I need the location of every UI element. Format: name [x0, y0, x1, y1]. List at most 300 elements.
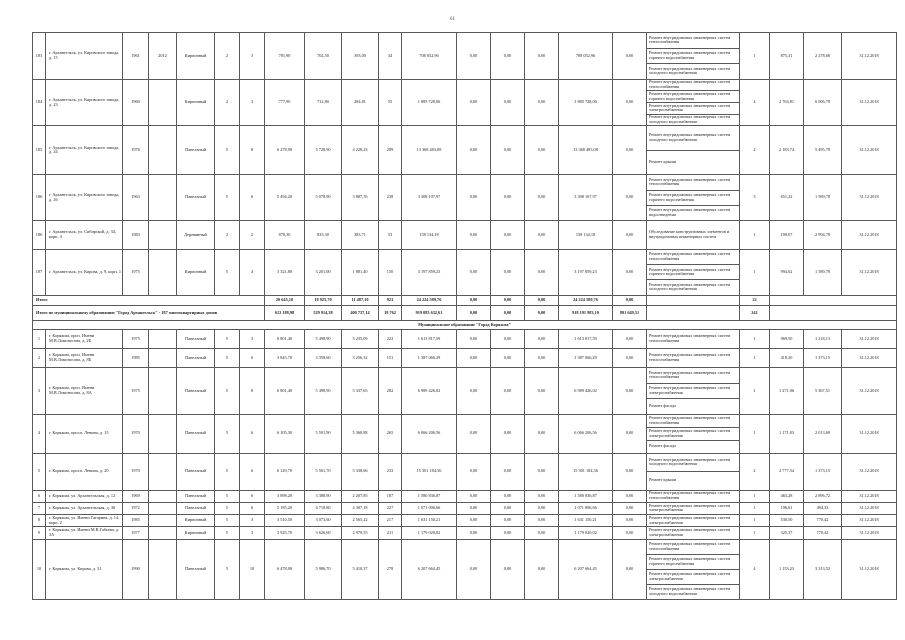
- total-area: 5 185,20: [265, 502, 305, 514]
- wall-material: Панельный: [177, 502, 215, 514]
- unit-cost: 190,07: [770, 220, 804, 249]
- entrances-count: 3: [240, 79, 265, 126]
- work-type: Ремонт внутридомовых инженерных систем холодного водоснабжения: [647, 126, 740, 151]
- owner-funds: 1 613 817,59: [559, 330, 613, 349]
- table-row: [33, 330, 897, 349]
- living-area: 5 498,90: [305, 368, 342, 415]
- totals-value: 18 925,70: [305, 295, 342, 305]
- total-cost: 1 071 006,66: [402, 502, 457, 514]
- work-type: Ремонт внутридомовых инженерных систем теплоснабжения: [647, 490, 740, 502]
- residents-count: 289: [379, 126, 402, 175]
- max-unit-cost: 5 495,78: [804, 126, 842, 175]
- renovation-year: [149, 368, 177, 415]
- completion-date: 31.12.2018: [842, 349, 897, 368]
- completion-date: 31.12.2018: [842, 502, 897, 514]
- living-area: 835,30: [305, 220, 342, 249]
- owner-funds: 1 071 006,66: [559, 502, 613, 514]
- total-area: 6 129,70: [265, 453, 305, 490]
- living-area: 702,50: [305, 33, 342, 80]
- row-number: 186: [33, 175, 46, 221]
- other-funds: 0,00: [613, 490, 647, 502]
- built-year: 1969: [123, 490, 149, 502]
- living-area: 5 986,70: [305, 539, 342, 599]
- work-count: 1: [740, 349, 770, 368]
- work-type: Ремонт внутридомовых инженерных систем теплоснабжения: [647, 349, 740, 368]
- residential-area: 5 410,37: [342, 539, 379, 599]
- work-type: Ремонт внутридомовых инженерных систем теплоснабжения: [647, 249, 740, 264]
- regional-funds: 0,00: [491, 453, 525, 490]
- local-funds: 0,00: [525, 527, 559, 539]
- federal-funds: 0,00: [457, 220, 491, 249]
- house-address: г. Архангельск, ул. Кировского завода, д. 24: [46, 126, 123, 175]
- work-type: Ремонт внутридомовых инженерных систем горячего водоснабжения: [647, 265, 740, 280]
- row-number: 7: [33, 502, 46, 514]
- total-cost: 1 580 836,87: [402, 490, 457, 502]
- unit-cost: 875,31: [770, 33, 804, 80]
- local-funds: 0,00: [525, 220, 559, 249]
- unit-cost: 2 777,54: [770, 453, 804, 490]
- entrances-count: 3: [240, 527, 265, 539]
- house-address: г. Коряжма, просп. Ленина, д. 20: [46, 453, 123, 490]
- entrances-count: 3: [240, 33, 265, 80]
- work-count: 1: [740, 502, 770, 514]
- unit-cost: 1 171,03: [770, 414, 804, 453]
- totals-row: [33, 305, 897, 321]
- residents-count: 55: [379, 79, 402, 126]
- renovation-year: [149, 330, 177, 349]
- federal-funds: 0,00: [457, 527, 491, 539]
- total-cost: 708 052,96: [402, 33, 457, 80]
- renovation-year: [149, 414, 177, 453]
- built-year: 1985: [123, 349, 149, 368]
- total-cost: 1 885 728,06: [402, 79, 457, 126]
- floors-count: 5: [215, 126, 240, 175]
- house-address: г. Коряжма, ул. Имени М.В.Габьева, д. 3А: [46, 527, 123, 539]
- owner-funds: 6 989 426,02: [559, 368, 613, 415]
- residential-area: 5 338,66: [342, 453, 379, 490]
- total-area: 3 510,50: [265, 515, 305, 527]
- total-cost: 6 989 426,02: [402, 368, 457, 415]
- totals-value: 24 224 589,76: [402, 295, 457, 305]
- floors-count: 5: [215, 175, 240, 221]
- unit-cost: 530,50: [770, 515, 804, 527]
- completion-date: 31.12.2018: [842, 79, 897, 126]
- max-unit-cost: 770,42: [804, 527, 842, 539]
- house-address: г. Коряжма, ул. Кирова, д. 31: [46, 539, 123, 599]
- renovation-year: [149, 453, 177, 490]
- residents-count: 211: [379, 527, 402, 539]
- table-row: [33, 126, 897, 151]
- unit-cost: 969,50: [770, 330, 804, 349]
- work-type: Ремонт фасада: [647, 440, 740, 453]
- regional-funds: 0,00: [491, 249, 525, 295]
- floors-count: 5: [215, 515, 240, 527]
- work-type: Ремонт внутридомовых инженерных систем теплоснабжения: [647, 368, 740, 384]
- unit-cost: 325,37: [770, 527, 804, 539]
- floors-count: 5: [215, 502, 240, 514]
- row-number: 185: [33, 126, 46, 175]
- work-type: Ремонт внутридомовых инженерных систем теплоснабжения: [647, 33, 740, 49]
- house-address: г. Архангельск, ул. Сибирской, д. 34, корп. 4: [46, 220, 123, 249]
- renovation-year: [149, 515, 177, 527]
- work-type: Ремонт крыши: [647, 472, 740, 490]
- floors-count: 2: [215, 220, 240, 249]
- max-unit-cost: 3 313,52: [804, 539, 842, 599]
- wall-material: Панельный: [177, 453, 215, 490]
- wall-material: Панельный: [177, 490, 215, 502]
- local-funds: 0,00: [525, 33, 559, 80]
- work-type: Ремонт внутридомовых инженерных систем электроснабжения: [647, 515, 740, 527]
- residents-count: 34: [379, 33, 402, 80]
- other-funds: 0,00: [613, 330, 647, 349]
- wall-material: Кирпичный: [177, 249, 215, 295]
- work-count: 1: [740, 490, 770, 502]
- residential-area: 1 881,40: [342, 249, 379, 295]
- max-unit-cost: 5 367,51: [804, 368, 842, 415]
- other-funds: 0,00: [613, 414, 647, 453]
- total-cost: 15 301 184,36: [402, 453, 457, 490]
- totals-value: 0,00: [457, 305, 491, 321]
- completion-date: 31.12.2018: [842, 539, 897, 599]
- built-year: 1960: [123, 79, 149, 126]
- totals-value: 923: [379, 295, 402, 305]
- totals-row: [33, 295, 897, 305]
- work-type: Ремонт внутридомовых инженерных систем электроснабжения: [647, 569, 740, 584]
- work-type: Ремонт внутридомовых инженерных систем теплоснабжения: [647, 330, 740, 349]
- local-funds: 0,00: [525, 368, 559, 415]
- totals-value: 24 224 589,76: [559, 295, 613, 305]
- owner-funds: 1 631 150,21: [559, 515, 613, 527]
- work-type: Ремонт внутридомовых инженерных систем горячего водоснабжения: [647, 190, 740, 205]
- local-funds: 0,00: [525, 539, 559, 599]
- built-year: 1975: [123, 368, 149, 415]
- residential-area: 2 979,55: [342, 527, 379, 539]
- local-funds: 0,00: [525, 175, 559, 221]
- entrances-count: 3: [240, 515, 265, 527]
- work-count: 4: [740, 539, 770, 599]
- completion-date: 31.12.2018: [842, 220, 897, 249]
- max-unit-cost: 1 373,15: [804, 453, 842, 490]
- work-type: Ремонт внутридомовых инженерных систем холодного водоснабжения: [647, 114, 740, 126]
- work-count: 1: [740, 330, 770, 349]
- other-funds: 0,00: [613, 502, 647, 514]
- wall-material: Кирпичный: [177, 33, 215, 80]
- house-address: г. Коряжма, ул. Архангельская, д. 36: [46, 502, 123, 514]
- living-area: 5 078,90: [305, 175, 342, 221]
- regional-funds: 0,00: [491, 220, 525, 249]
- entrances-count: 6: [240, 453, 265, 490]
- local-funds: 0,00: [525, 515, 559, 527]
- wall-material: Панельный: [177, 414, 215, 453]
- local-funds: 0,00: [525, 490, 559, 502]
- entrances-count: 8: [240, 126, 265, 175]
- federal-funds: 0,00: [457, 453, 491, 490]
- built-year: 1970: [123, 453, 149, 490]
- regional-funds: 0,00: [491, 33, 525, 80]
- max-unit-cost: 494,33: [804, 502, 842, 514]
- work-type: Ремонт фасада: [647, 399, 740, 415]
- renovation-year: [149, 502, 177, 514]
- built-year: 1977: [123, 527, 149, 539]
- owner-funds: 1 387 066,29: [559, 349, 613, 368]
- renovation-year: [149, 249, 177, 295]
- totals-empty: [770, 295, 897, 305]
- residents-count: 278: [379, 539, 402, 599]
- wall-material: Панельный: [177, 126, 215, 175]
- regional-funds: 0,00: [491, 349, 525, 368]
- work-count: 2: [740, 126, 770, 175]
- total-area: 6 801,40: [265, 368, 305, 415]
- floors-count: 2: [215, 33, 240, 80]
- row-number: 183: [33, 33, 46, 80]
- renovation-year: [149, 490, 177, 502]
- renovation-year: [149, 126, 177, 175]
- row-number: 186: [33, 220, 46, 249]
- residents-count: 151: [379, 349, 402, 368]
- built-year: 1975: [123, 330, 149, 349]
- work-type: Ремонт крыши: [647, 150, 740, 175]
- owner-funds: 6 066 206,56: [559, 414, 613, 453]
- wall-material: Деревянный: [177, 220, 215, 249]
- federal-funds: 0,00: [457, 79, 491, 126]
- work-type: Ремонт внутридомовых инженерных систем электроснабжения: [647, 103, 740, 115]
- table-row: [33, 79, 897, 91]
- table-row: [33, 349, 897, 368]
- total-cost: 13 368 483,08: [402, 126, 457, 175]
- table-row: [33, 490, 897, 502]
- living-area: 3 073,60: [305, 515, 342, 527]
- local-funds: 0,00: [525, 502, 559, 514]
- federal-funds: 0,00: [457, 175, 491, 221]
- built-year: 1975: [123, 249, 149, 295]
- local-funds: 0,00: [525, 126, 559, 175]
- work-count: 1: [740, 414, 770, 453]
- residential-area: 5 360,88: [342, 414, 379, 453]
- local-funds: 0,00: [525, 249, 559, 295]
- table-row: [33, 502, 897, 514]
- table-row: [33, 515, 897, 527]
- work-type: Ремонт внутридомовых инженерных систем холодного водоснабжения: [647, 584, 740, 599]
- wall-material: Кирпичный: [177, 527, 215, 539]
- residential-area: 5 235,09: [342, 330, 379, 349]
- work-type: Ремонт внутридомовых инженерных систем холодного водоснабжения: [647, 453, 740, 471]
- renovation-year: [149, 539, 177, 599]
- total-area: 878,30: [265, 220, 305, 249]
- owner-funds: 708 052,96: [559, 33, 613, 80]
- built-year: 1970: [123, 414, 149, 453]
- other-funds: 0,00: [613, 33, 647, 80]
- residents-count: 227: [379, 502, 402, 514]
- completion-date: 31.12.2018: [842, 368, 897, 415]
- owner-funds: 6 207 664,45: [559, 539, 613, 599]
- max-unit-cost: 6 006,78: [804, 79, 842, 126]
- work-type: Ремонт внутридомовых инженерных систем теплоснабжения: [647, 79, 740, 91]
- row-number: 3: [33, 368, 46, 415]
- residents-count: 282: [379, 368, 402, 415]
- table-row: [33, 175, 897, 190]
- regional-funds: 0,00: [491, 175, 525, 221]
- unit-cost: 994,62: [770, 249, 804, 295]
- federal-funds: 0,00: [457, 249, 491, 295]
- work-type: Ремонт внутридомовых инженерных систем теплоснабжения: [647, 175, 740, 190]
- work-count: 1: [740, 527, 770, 539]
- work-type: Ремонт внутридомовых инженерных систем электроснабжения: [647, 383, 740, 399]
- entrances-count: 8: [240, 368, 265, 415]
- work-type: Ремонт внутридомовых инженерных систем теплоснабжения: [647, 539, 740, 554]
- work-type: Ремонт внутридомовых инженерных систем горячего водоснабжения: [647, 554, 740, 569]
- regional-funds: 0,00: [491, 502, 525, 514]
- totals-value: 891 649,51: [613, 305, 647, 321]
- max-unit-cost: 1 589,78: [804, 175, 842, 221]
- built-year: 1985: [123, 515, 149, 527]
- completion-date: 31.12.2018: [842, 414, 897, 453]
- unit-cost: 196,61: [770, 502, 804, 514]
- row-number: 9: [33, 527, 46, 539]
- work-type: Ремонт внутридомовых инженерных систем горячего водоснабжения: [647, 48, 740, 64]
- work-type: Ремонт внутридомовых инженерных систем электроснабжения: [647, 427, 740, 440]
- renovation-year: [149, 527, 177, 539]
- regional-funds: 0,00: [491, 368, 525, 415]
- residential-area: 393,00: [342, 33, 379, 80]
- totals-value: 0,00: [525, 295, 559, 305]
- floors-count: 5: [215, 330, 240, 349]
- totals-empty: [770, 305, 897, 321]
- built-year: 1983: [123, 220, 149, 249]
- local-funds: 0,00: [525, 414, 559, 453]
- municipality-title: Муниципальное образование "Город Коряжма": [33, 321, 897, 330]
- other-funds: 0,00: [613, 126, 647, 175]
- residential-area: 3 887,76: [342, 175, 379, 221]
- other-funds: 0,00: [613, 175, 647, 221]
- work-count: 4: [740, 79, 770, 126]
- owner-funds: 158 134,18: [559, 220, 613, 249]
- unit-cost: 418,20: [770, 349, 804, 368]
- federal-funds: 0,00: [457, 414, 491, 453]
- wall-material: Панельный: [177, 368, 215, 415]
- house-address: г. Коряжма, прсп. Имени М.В.Ломоносова, д. 8Б: [46, 349, 123, 368]
- row-number: 2: [33, 349, 46, 368]
- total-cost: 158 134,18: [402, 220, 457, 249]
- residential-area: 4 228,23: [342, 126, 379, 175]
- total-cost: 1 179 020,02: [402, 527, 457, 539]
- totals-value: 0,00: [613, 295, 647, 305]
- floors-count: 2: [215, 79, 240, 126]
- residents-count: 238: [379, 175, 402, 221]
- total-cost: 3 197 859,23: [402, 249, 457, 295]
- table-row: [33, 368, 897, 384]
- row-number: 4: [33, 414, 46, 453]
- floors-count: 5: [215, 349, 240, 368]
- totals-value: 20 645,10: [265, 295, 305, 305]
- owner-funds: 3 308 107,97: [559, 175, 613, 221]
- federal-funds: 0,00: [457, 349, 491, 368]
- completion-date: 31.12.2018: [842, 249, 897, 295]
- federal-funds: 0,00: [457, 515, 491, 527]
- totals-value: 919 083 632,61: [402, 305, 457, 321]
- floors-count: 5: [215, 249, 240, 295]
- local-funds: 0,00: [525, 79, 559, 126]
- row-number: 187: [33, 249, 46, 295]
- wall-material: Панельный: [177, 330, 215, 349]
- living-area: 4 718,80: [305, 502, 342, 514]
- max-unit-cost: 2 896,72: [804, 490, 842, 502]
- owner-funds: 1 580 836,87: [559, 490, 613, 502]
- housing-register-table: [32, 32, 897, 600]
- totals-label: Итого по муниципальному образованию "Город Архангельск" - 187 многоквартирных домов: [33, 305, 265, 321]
- regional-funds: 0,00: [491, 330, 525, 349]
- max-unit-cost: 2 278,68: [804, 33, 842, 80]
- residents-count: 217: [379, 515, 402, 527]
- completion-date: 31.12.2018: [842, 330, 897, 349]
- max-unit-cost: 1 589,78: [804, 249, 842, 295]
- house-address: г. Архангельск, ул. Кировского завода, д. 15: [46, 33, 123, 80]
- regional-funds: 0,00: [491, 126, 525, 175]
- row-number: 5: [33, 453, 46, 490]
- completion-date: 31.12.2018: [842, 33, 897, 80]
- unit-cost: 1 153,23: [770, 539, 804, 599]
- federal-funds: 0,00: [457, 539, 491, 599]
- unit-cost: 2 763,81: [770, 79, 804, 126]
- totals-value: 19 762: [379, 305, 402, 321]
- residents-count: 53: [379, 220, 402, 249]
- living-area: 3 358,60: [305, 349, 342, 368]
- federal-funds: 0,00: [457, 126, 491, 175]
- residential-area: 4 307,18: [342, 502, 379, 514]
- floors-count: 5: [215, 368, 240, 415]
- house-address: г. Коряжма, ул. Имени Гагарина, д. 14, корп. 2: [46, 515, 123, 527]
- row-number: 10: [33, 539, 46, 599]
- floors-count: 5: [215, 490, 240, 502]
- regional-funds: 0,00: [491, 414, 525, 453]
- entrances-count: 4: [240, 249, 265, 295]
- built-year: 1972: [123, 502, 149, 514]
- residents-count: 150: [379, 249, 402, 295]
- totals-count: 22: [740, 295, 770, 305]
- totals-value: 400 737,14: [342, 305, 379, 321]
- totals-value: 529 914,38: [305, 305, 342, 321]
- regional-funds: 0,00: [491, 515, 525, 527]
- built-year: 1990: [123, 539, 149, 599]
- federal-funds: 0,00: [457, 502, 491, 514]
- local-funds: 0,00: [525, 453, 559, 490]
- living-area: 3 626,60: [305, 527, 342, 539]
- work-count: 1: [740, 368, 770, 415]
- total-area: 6 478,90: [265, 539, 305, 599]
- total-cost: 6 207 664,45: [402, 539, 457, 599]
- entrances-count: 10: [240, 539, 265, 599]
- residential-area: 5 337,65: [342, 368, 379, 415]
- built-year: 1961: [123, 33, 149, 80]
- other-funds: 0,00: [613, 249, 647, 295]
- residents-count: 265: [379, 414, 402, 453]
- floors-count: 5: [215, 539, 240, 599]
- table-row: [33, 527, 897, 539]
- total-area: 777,90: [265, 79, 305, 126]
- total-area: 5 494,20: [265, 175, 305, 221]
- totals-value: 0,00: [491, 295, 525, 305]
- other-funds: 0,00: [613, 220, 647, 249]
- residential-area: 383,71: [342, 220, 379, 249]
- table-row: [33, 220, 897, 249]
- totals-empty: [647, 305, 740, 321]
- other-funds: 0,00: [613, 515, 647, 527]
- federal-funds: 0,00: [457, 490, 491, 502]
- table-row: [33, 453, 897, 471]
- house-address: г. Архангельск, ул. Кировского завода, д. 23: [46, 79, 123, 126]
- house-address: г. Коряжма, прсп. Имени М.В.Ломоносова, д. 8А: [46, 368, 123, 415]
- work-count: 1: [740, 515, 770, 527]
- other-funds: 0,00: [613, 368, 647, 415]
